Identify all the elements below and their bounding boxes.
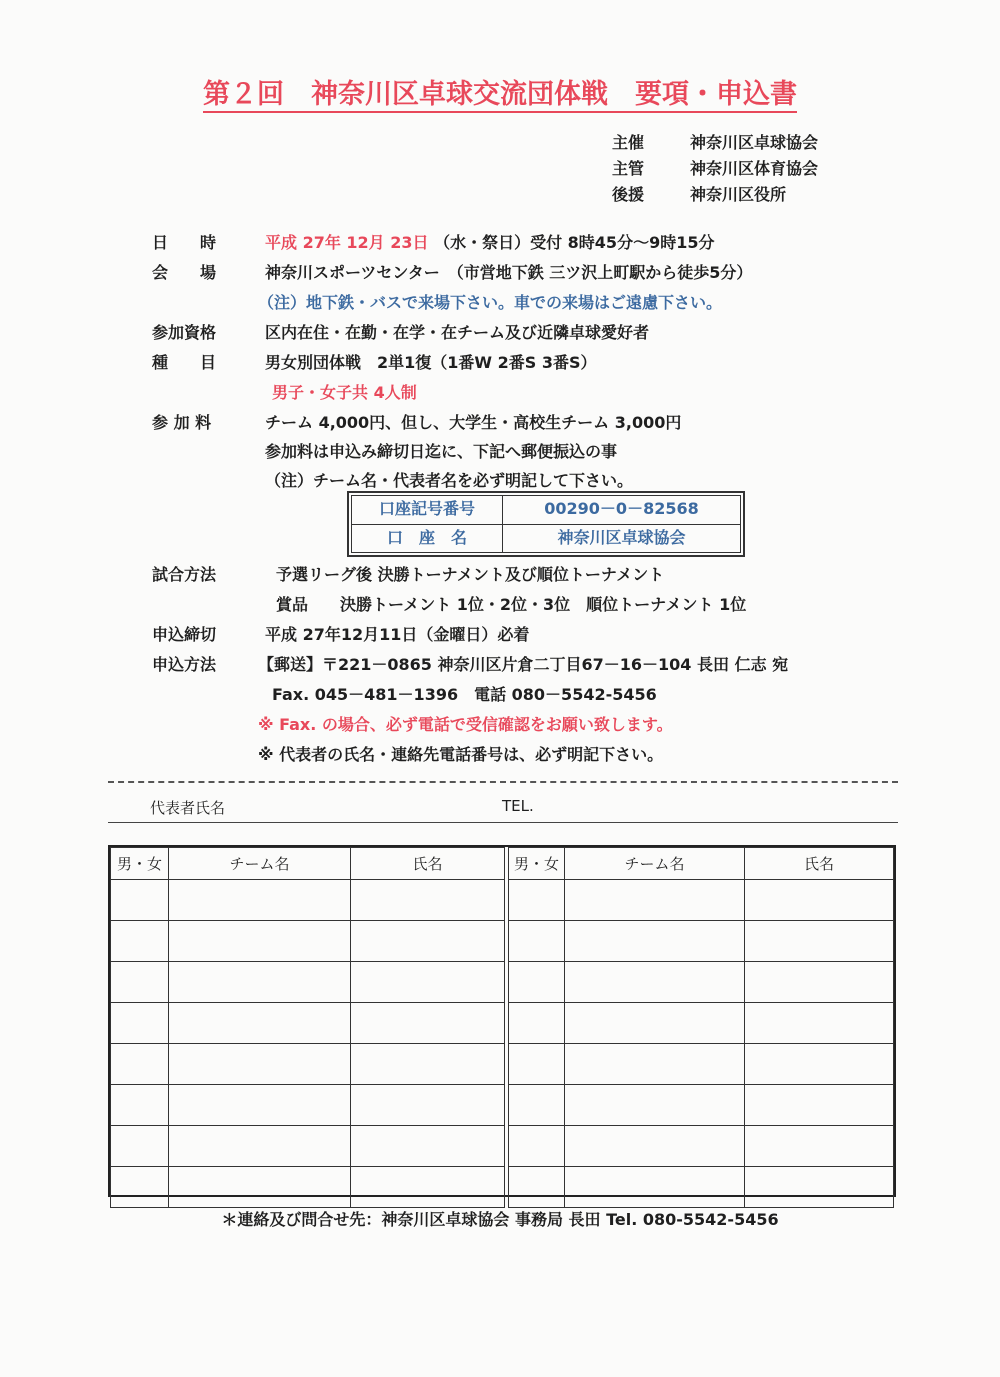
event-label: 種 目 bbox=[152, 353, 217, 372]
fee-label: 参 加 料 bbox=[152, 413, 212, 432]
table-row bbox=[509, 1003, 894, 1044]
date-label: 日 時 bbox=[152, 233, 217, 252]
table-row bbox=[509, 962, 894, 1003]
header-name: 氏名 bbox=[351, 848, 505, 880]
organizer-role-2: 主管 bbox=[612, 159, 645, 178]
venue-text: 神奈川スポーツセンター （市営地下鉄 三ツ沢上町駅から徒歩5分） bbox=[265, 263, 753, 282]
entry-table bbox=[108, 845, 896, 1197]
event-text: 男女別団体戦 2単1復（1番W 2番S 3番S） bbox=[265, 353, 597, 372]
organizer-name-2: 神奈川区体育協会 bbox=[690, 159, 819, 178]
table-row bbox=[509, 1044, 894, 1085]
table-row bbox=[111, 1167, 505, 1208]
table-row bbox=[111, 962, 505, 1003]
method-label: 申込方法 bbox=[152, 655, 217, 674]
table-row bbox=[509, 880, 894, 921]
header-gender: 男・女 bbox=[509, 848, 565, 880]
method-note-red: ※ Fax. の場合、必ず電話で受信確認をお願い致します。 bbox=[258, 715, 673, 734]
table-row bbox=[509, 921, 894, 962]
method-note: ※ 代表者の氏名・連絡先電話番号は、必ず明記下さい。 bbox=[258, 745, 664, 764]
page-title: 第２回 神奈川区卓球交流団体戦 要項・申込書 bbox=[0, 72, 1000, 111]
signature-line bbox=[108, 822, 898, 823]
organizer-role-1: 主催 bbox=[612, 133, 645, 152]
date-value bbox=[265, 230, 714, 253]
fee-line1: チーム 4,000円、但し、大学生・高校生チーム 3,000円 bbox=[265, 413, 682, 432]
venue-note: （注）地下鉄・バスで来場下さい。車での来場はご遠慮下さい。 bbox=[258, 293, 723, 312]
date-rest: （水・祭日）受付 8時45分～9時15分 bbox=[434, 233, 715, 252]
cut-line bbox=[108, 781, 898, 783]
account-box bbox=[347, 491, 745, 557]
eligibility-label: 参加資格 bbox=[152, 323, 217, 342]
match-line1: 予選リーグ後 決勝トーナメント及び順位トーナメント bbox=[276, 565, 665, 584]
contact-footer: ＊連絡及び問合せ先：神奈川区卓球協会 事務局 長田 Tel. 080-5542-5456 bbox=[221, 1210, 779, 1229]
header-gender: 男・女 bbox=[111, 848, 169, 880]
date-highlight: 平成 27年 12月 23日 bbox=[265, 233, 429, 252]
header-team: チーム名 bbox=[565, 848, 745, 880]
entry-table-left bbox=[110, 847, 505, 1208]
tel-label: TEL. bbox=[502, 797, 534, 815]
organizer-name-1: 神奈川区卓球協会 bbox=[690, 133, 819, 152]
header-name: 氏名 bbox=[745, 848, 894, 880]
table-row bbox=[111, 921, 505, 962]
account-number-label: 口座記号番号 bbox=[352, 496, 503, 524]
organizer-name-3: 神奈川区役所 bbox=[690, 185, 787, 204]
venue-label: 会 場 bbox=[152, 263, 217, 282]
table-row bbox=[111, 1085, 505, 1126]
deadline-label: 申込締切 bbox=[152, 625, 217, 644]
header-team: チーム名 bbox=[169, 848, 351, 880]
match-label: 試合方法 bbox=[152, 565, 217, 584]
table-row bbox=[111, 1003, 505, 1044]
method-line2: Fax. 045－481－1396 電話 080－5542-5456 bbox=[272, 685, 657, 704]
entry-table-right bbox=[508, 847, 894, 1208]
table-row bbox=[111, 880, 505, 921]
table-row bbox=[509, 1126, 894, 1167]
deadline-text: 平成 27年12月11日（金曜日）必着 bbox=[265, 625, 530, 644]
account-name: 神奈川区卓球協会 bbox=[557, 528, 686, 547]
match-line2: 賞品 決勝トーメント 1位・2位・3位 順位トーナメント 1位 bbox=[276, 595, 747, 614]
organizer-role-3: 後援 bbox=[612, 185, 645, 204]
method-line1: 【郵送】〒221－0865 神奈川区片倉二丁目67－16－104 長田 仁志 宛 bbox=[258, 655, 789, 674]
account-name-label: 口 座 名 bbox=[352, 525, 503, 552]
table-row bbox=[509, 1167, 894, 1208]
fee-line3: （注）チーム名・代表者名を必ず明記して下さい。 bbox=[265, 471, 634, 490]
rep-name-label: 代表者氏名 bbox=[150, 799, 226, 817]
eligibility-text: 区内在住・在勤・在学・在チーム及び近隣卓球愛好者 bbox=[265, 323, 650, 342]
table-row bbox=[509, 1085, 894, 1126]
account-number: 00290－0－82568 bbox=[544, 499, 699, 518]
fee-line2: 参加料は申込み締切日迄に、下記へ郵便振込の事 bbox=[265, 442, 618, 461]
table-row bbox=[111, 1044, 505, 1085]
table-row bbox=[111, 1126, 505, 1167]
event-note: 男子・女子共 4人制 bbox=[272, 383, 417, 402]
